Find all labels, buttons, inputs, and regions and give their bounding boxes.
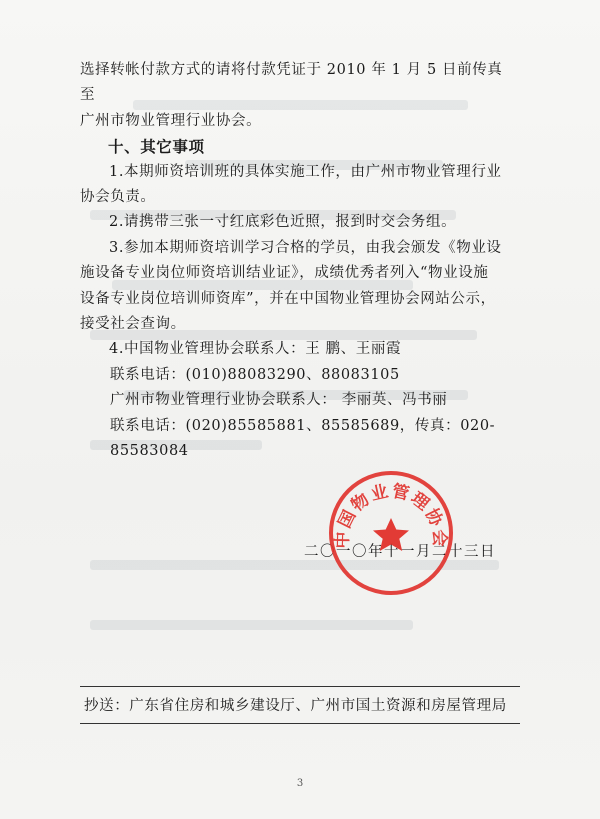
section-title: 十、其它事项 — [108, 137, 205, 157]
item-3-line-3: 设备专业岗位培训师资库”，并在中国物业管理协会网站公示， — [80, 290, 496, 307]
date-line: 二〇一〇年十一月二十三日 — [304, 544, 496, 560]
intro-line-1: 选择转帐付款方式的请将付款凭证于 2010 年 1 月 5 日前传真至 — [80, 62, 503, 104]
item-3-line-2: 施设备专业岗位师资培训结业证》，成绩优秀者列入“物业设施 — [80, 265, 489, 282]
contact-phone-2: 联系电话：(020)85585881、85585689，传真：020-85583084 — [110, 417, 496, 460]
cc-bottom-rule — [80, 723, 520, 724]
item-2: 2.请携带三张一寸红底彩色近照，报到时交会务组。 — [109, 214, 457, 231]
item-1-line-1: 1.本期师资培训班的具体实施工作，由广州市物业管理行业 — [109, 163, 502, 180]
contact-phone-1: 联系电话：(010)88083290、88083105 — [110, 366, 400, 383]
item-3-line-4: 接受社会查询。 — [80, 316, 186, 333]
item-3-line-1: 3.参加本期师资培训学习合格的学员，由我会颁发《物业设 — [109, 239, 502, 256]
body-text — [80, 58, 510, 465]
item-1-line-2: 协会负责。 — [80, 189, 156, 206]
item-4: 4.中国物业管理协会联系人：王 鹏、王丽霞 — [109, 341, 402, 358]
gz-contact: 广州市物业管理行业协会联系人： 李丽英、冯书丽 — [110, 392, 448, 409]
cc-top-rule — [80, 686, 520, 687]
official-seal-icon — [326, 468, 456, 598]
intro-line-2: 广州市物业管理行业协会。 — [80, 112, 262, 129]
cc-line: 抄送：广东省住房和城乡建设厅、广州市国土资源和房屋管理局 — [84, 698, 507, 714]
svg-text:中国物业管理协会: 中国物业管理协会 — [332, 481, 450, 549]
page-number: 3 — [296, 778, 304, 789]
